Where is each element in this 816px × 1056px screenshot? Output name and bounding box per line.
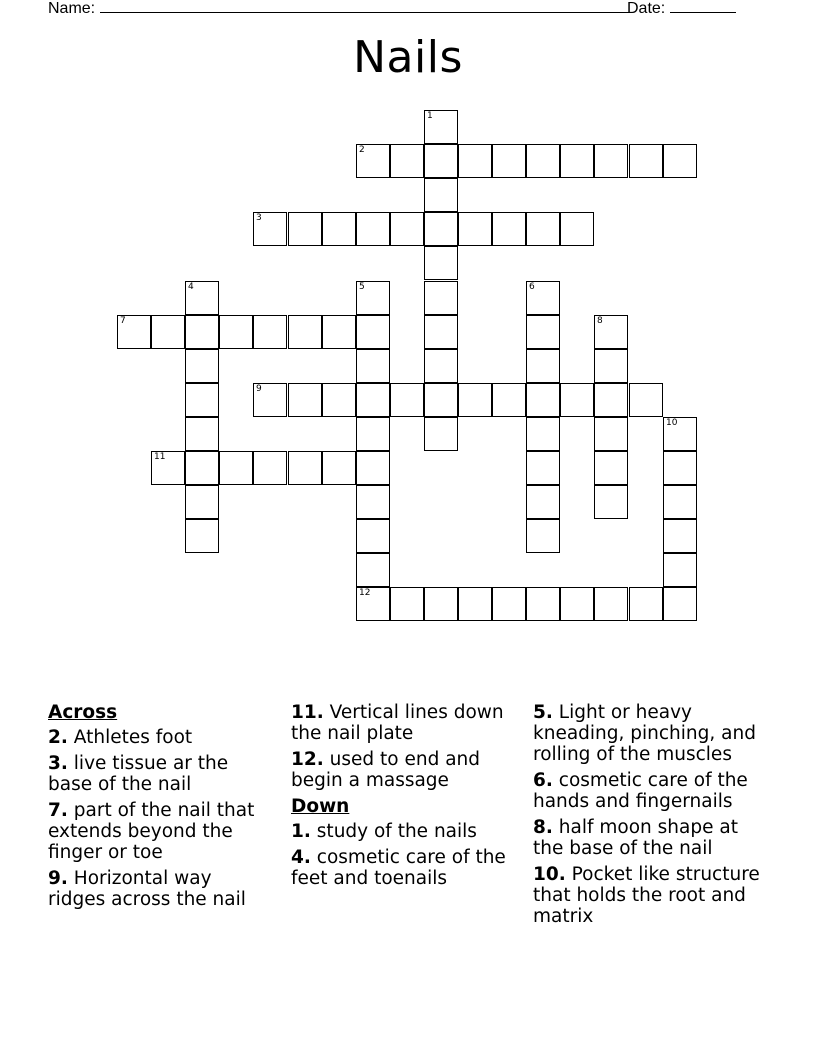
clue-down-1: 1. study of the nails bbox=[291, 821, 477, 842]
grid-cell[interactable] bbox=[663, 485, 697, 519]
grid-cell[interactable] bbox=[253, 212, 287, 246]
grid-cell[interactable] bbox=[185, 417, 219, 451]
clue-number: 10 bbox=[666, 418, 678, 428]
clue-across-2: 2. Athletes foot bbox=[48, 727, 193, 748]
grid-cell[interactable] bbox=[458, 383, 492, 417]
grid-cell[interactable] bbox=[219, 451, 253, 485]
grid-cell[interactable] bbox=[356, 315, 390, 349]
grid-cell[interactable] bbox=[663, 144, 697, 178]
grid-cell[interactable] bbox=[356, 281, 390, 315]
grid-cell[interactable] bbox=[185, 485, 219, 519]
grid-cell[interactable] bbox=[663, 553, 697, 587]
grid-cell[interactable] bbox=[560, 212, 594, 246]
grid-cell[interactable] bbox=[253, 383, 287, 417]
grid-cell[interactable] bbox=[322, 212, 356, 246]
grid-cell[interactable] bbox=[560, 144, 594, 178]
grid-cell[interactable] bbox=[424, 246, 458, 280]
grid-cell[interactable] bbox=[492, 383, 526, 417]
grid-cell[interactable] bbox=[288, 383, 322, 417]
grid-cell[interactable] bbox=[356, 485, 390, 519]
page-title: Nails bbox=[353, 32, 463, 83]
grid-cell[interactable] bbox=[356, 553, 390, 587]
grid-cell[interactable] bbox=[424, 383, 458, 417]
clue-number: 3 bbox=[256, 213, 262, 223]
clue-number: 9 bbox=[256, 384, 262, 394]
grid-cell[interactable] bbox=[526, 451, 560, 485]
across-heading: Across bbox=[48, 702, 118, 723]
grid-cell[interactable] bbox=[594, 451, 628, 485]
grid-cell[interactable] bbox=[424, 587, 458, 621]
grid-cell[interactable] bbox=[526, 519, 560, 553]
clue-number: 5 bbox=[359, 282, 365, 292]
grid-cell[interactable] bbox=[356, 212, 390, 246]
grid-cell[interactable] bbox=[356, 417, 390, 451]
clue-number: 2 bbox=[359, 145, 365, 155]
grid-cell[interactable] bbox=[322, 451, 356, 485]
grid-cell[interactable] bbox=[526, 144, 560, 178]
clue-across-7: 7. part of the nail that extends beyond the finger or toe bbox=[48, 800, 255, 863]
clues-column-3 bbox=[533, 702, 773, 932]
grid-cell[interactable] bbox=[424, 144, 458, 178]
grid-cell[interactable] bbox=[288, 315, 322, 349]
clue-down-4: 4. cosmetic care of the feet and toenails bbox=[291, 847, 506, 889]
grid-cell[interactable] bbox=[663, 451, 697, 485]
grid-cell[interactable] bbox=[663, 417, 697, 451]
date-label: Date: bbox=[627, 0, 666, 17]
grid-cell[interactable] bbox=[219, 315, 253, 349]
grid-cell[interactable] bbox=[424, 110, 458, 144]
grid-cell[interactable] bbox=[356, 451, 390, 485]
grid-cell[interactable] bbox=[663, 519, 697, 553]
clue-down-5: 5. Light or heavy kneading, pinching, and rolling of the muscles bbox=[533, 702, 756, 765]
grid-cell[interactable] bbox=[594, 485, 628, 519]
grid-cell[interactable] bbox=[390, 383, 424, 417]
grid-cell[interactable] bbox=[253, 315, 287, 349]
grid-cell[interactable] bbox=[390, 587, 424, 621]
grid-cell[interactable] bbox=[458, 587, 492, 621]
grid-cell[interactable] bbox=[424, 349, 458, 383]
grid-cell[interactable] bbox=[594, 587, 628, 621]
grid-cell[interactable] bbox=[629, 587, 663, 621]
grid-cell[interactable] bbox=[185, 451, 219, 485]
grid-cell[interactable] bbox=[424, 178, 458, 212]
grid-cell[interactable] bbox=[492, 212, 526, 246]
grid-cell[interactable] bbox=[526, 383, 560, 417]
grid-cell[interactable] bbox=[458, 212, 492, 246]
grid-cell[interactable] bbox=[526, 315, 560, 349]
grid-cell[interactable] bbox=[288, 212, 322, 246]
grid-cell[interactable] bbox=[322, 383, 356, 417]
grid-cell[interactable] bbox=[663, 587, 697, 621]
grid-cell[interactable] bbox=[526, 281, 560, 315]
grid-cell[interactable] bbox=[424, 281, 458, 315]
clue-number: 1 bbox=[427, 111, 433, 121]
grid-cell[interactable] bbox=[629, 144, 663, 178]
grid-cell[interactable] bbox=[390, 212, 424, 246]
grid-cell[interactable] bbox=[185, 383, 219, 417]
grid-cell[interactable] bbox=[288, 451, 322, 485]
grid-cell[interactable] bbox=[594, 315, 628, 349]
grid-cell[interactable] bbox=[526, 349, 560, 383]
grid-cell[interactable] bbox=[253, 451, 287, 485]
grid-cell[interactable] bbox=[185, 315, 219, 349]
clue-across-12: 12. used to end and begin a massage bbox=[291, 749, 481, 791]
grid-cell[interactable] bbox=[322, 315, 356, 349]
grid-cell[interactable] bbox=[560, 383, 594, 417]
down-heading: Down bbox=[291, 796, 350, 817]
grid-cell[interactable] bbox=[492, 587, 526, 621]
grid-cell[interactable] bbox=[424, 212, 458, 246]
clue-across-11: 11. Vertical lines down the nail plate bbox=[291, 702, 504, 744]
grid-cell[interactable] bbox=[526, 485, 560, 519]
grid-cell[interactable] bbox=[560, 587, 594, 621]
clue-number: 7 bbox=[120, 316, 126, 326]
grid-cell[interactable] bbox=[424, 315, 458, 349]
grid-cell[interactable] bbox=[151, 315, 185, 349]
grid-cell[interactable] bbox=[185, 519, 219, 553]
grid-cell[interactable] bbox=[117, 315, 151, 349]
clue-down-8: 8. half moon shape at the base of the nail bbox=[533, 817, 738, 859]
clue-number: 4 bbox=[188, 282, 194, 292]
grid-cell[interactable] bbox=[356, 383, 390, 417]
grid-cell[interactable] bbox=[356, 519, 390, 553]
name-label: Name: bbox=[48, 0, 96, 17]
clue-number: 12 bbox=[359, 588, 371, 598]
grid-cell[interactable] bbox=[594, 349, 628, 383]
grid-cell[interactable] bbox=[356, 587, 390, 621]
clue-across-3: 3. live tissue ar the base of the nail bbox=[48, 753, 229, 795]
clues-column-2 bbox=[291, 702, 521, 894]
grid-cell[interactable] bbox=[151, 451, 185, 485]
clue-number: 6 bbox=[529, 282, 535, 292]
clue-number: 8 bbox=[597, 316, 603, 326]
grid-cell[interactable] bbox=[629, 383, 663, 417]
grid-cell[interactable] bbox=[390, 144, 424, 178]
clue-number: 11 bbox=[154, 452, 166, 462]
grid-cell[interactable] bbox=[594, 383, 628, 417]
grid-cell[interactable] bbox=[526, 212, 560, 246]
grid-cell[interactable] bbox=[458, 144, 492, 178]
grid-cell[interactable] bbox=[185, 349, 219, 383]
clue-down-10: 10. Pocket like structure that holds the root and matrix bbox=[533, 864, 760, 927]
grid-cell[interactable] bbox=[526, 587, 560, 621]
clue-across-9: 9. Horizontal way ridges across the nail bbox=[48, 868, 246, 910]
grid-cell[interactable] bbox=[526, 417, 560, 451]
clues-column-1 bbox=[48, 702, 270, 915]
clue-down-6: 6. cosmetic care of the hands and fingernails bbox=[533, 770, 748, 812]
grid-cell[interactable] bbox=[185, 281, 219, 315]
grid-cell[interactable] bbox=[492, 144, 526, 178]
grid-cell[interactable] bbox=[356, 144, 390, 178]
grid-cell[interactable] bbox=[356, 349, 390, 383]
grid-cell[interactable] bbox=[424, 417, 458, 451]
grid-cell[interactable] bbox=[594, 144, 628, 178]
grid-cell[interactable] bbox=[594, 417, 628, 451]
